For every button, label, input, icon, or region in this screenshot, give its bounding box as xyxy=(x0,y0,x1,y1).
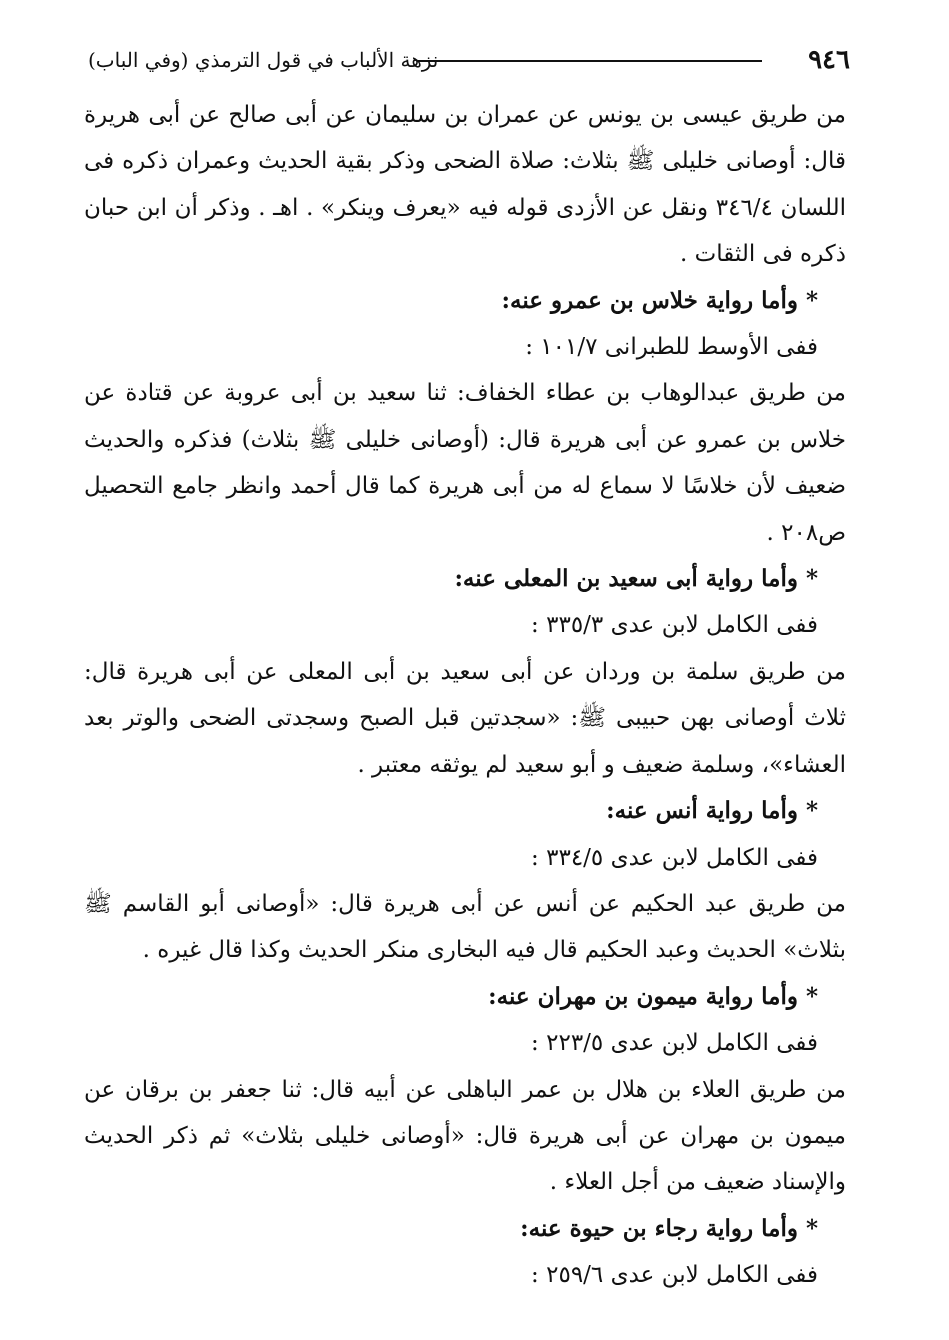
paragraph: من طريق سلمة بن وردان عن أبى سعيد بن أبى المعلى عن أبى هريرة قال: ثلاث أوصانى بهن حبيبى ﷺ: «سجدتين قبل الصبح وسجدتى الضحى والوتر بعد العشاء»، وسلمة ضعيف و أبو سعيد لم يوثقه معتبر . xyxy=(84,658,846,778)
page-number: ٩٤٦ xyxy=(808,45,850,75)
running-title: نزهة الألباب في قول الترمذي (وفي الباب) xyxy=(88,48,439,72)
section-heading: * وأما رواية أبى سعيد بن المعلى عنه: xyxy=(454,565,818,593)
source-reference: ففى الأوسط للطبرانى ١٠١/٧ : xyxy=(525,334,818,361)
header-rule xyxy=(418,60,762,62)
paragraph: من طريق العلاء بن هلال بن عمر الباهلى عن أبيه قال: ثنا جعفر بن برقان عن ميمون بن مهران عن أبى هريرة قال: «أوصانى خليلى بثلاث» ثم ذكر الحديث والإسناد ضعيف من أجل العلاء . xyxy=(84,1076,846,1196)
page-body xyxy=(84,92,846,1299)
page-header xyxy=(88,42,850,82)
source-reference: ففى الكامل لابن عدى ٢٥٩/٦ : xyxy=(531,1262,818,1289)
source-reference: ففى الكامل لابن عدى ٢٢٣/٥ : xyxy=(531,1030,818,1057)
paragraph: من طريق عبدالوهاب بن عطاء الخفاف: ثنا سعيد بن أبى عروبة عن قتادة عن خلاس بن عمرو عن أبى هريرة قال: (أوصانى خليلى ﷺ بثلاث) فذكره والحديث ضعيف لأن خلاسًا لا سماع له من أبى هريرة كما قال أحمد وانظر جامع التحصيل ص٢٠٨ . xyxy=(84,380,846,546)
source-reference: ففى الكامل لابن عدى ٣٣٥/٣ : xyxy=(531,612,818,639)
paragraph: من طريق عيسى بن يونس عن عمران بن سليمان عن أبى صالح عن أبى هريرة قال: أوصانى خليلى ﷺ بثلاث: صلاة الضحى وذكر بقية الحديث وعمران ذكره فى اللسان ٣٤٦/٤ ونقل عن الأزدى قوله فيه «يعرف وينكر» . اهـ . وذكر أن ابن حبان ذكره فى الثقات . xyxy=(84,102,846,268)
section-heading: * وأما رواية أنس عنه: xyxy=(606,797,818,825)
source-reference: ففى الكامل لابن عدى ٣٣٤/٥ : xyxy=(531,844,818,871)
paragraph: من طريق عبد الحكيم عن أنس عن أبى هريرة قال: «أوصانى أبو القاسم ﷺ بثلاث» الحديث وعبد الحكيم قال فيه البخارى منكر الحديث وكذا قال غيره . xyxy=(84,890,846,964)
section-heading: * وأما رواية رجاء بن حيوة عنه: xyxy=(520,1214,818,1242)
section-heading: * وأما رواية ميمون بن مهران عنه: xyxy=(488,982,818,1010)
section-heading: * وأما رواية خلاس بن عمرو عنه: xyxy=(501,286,818,314)
